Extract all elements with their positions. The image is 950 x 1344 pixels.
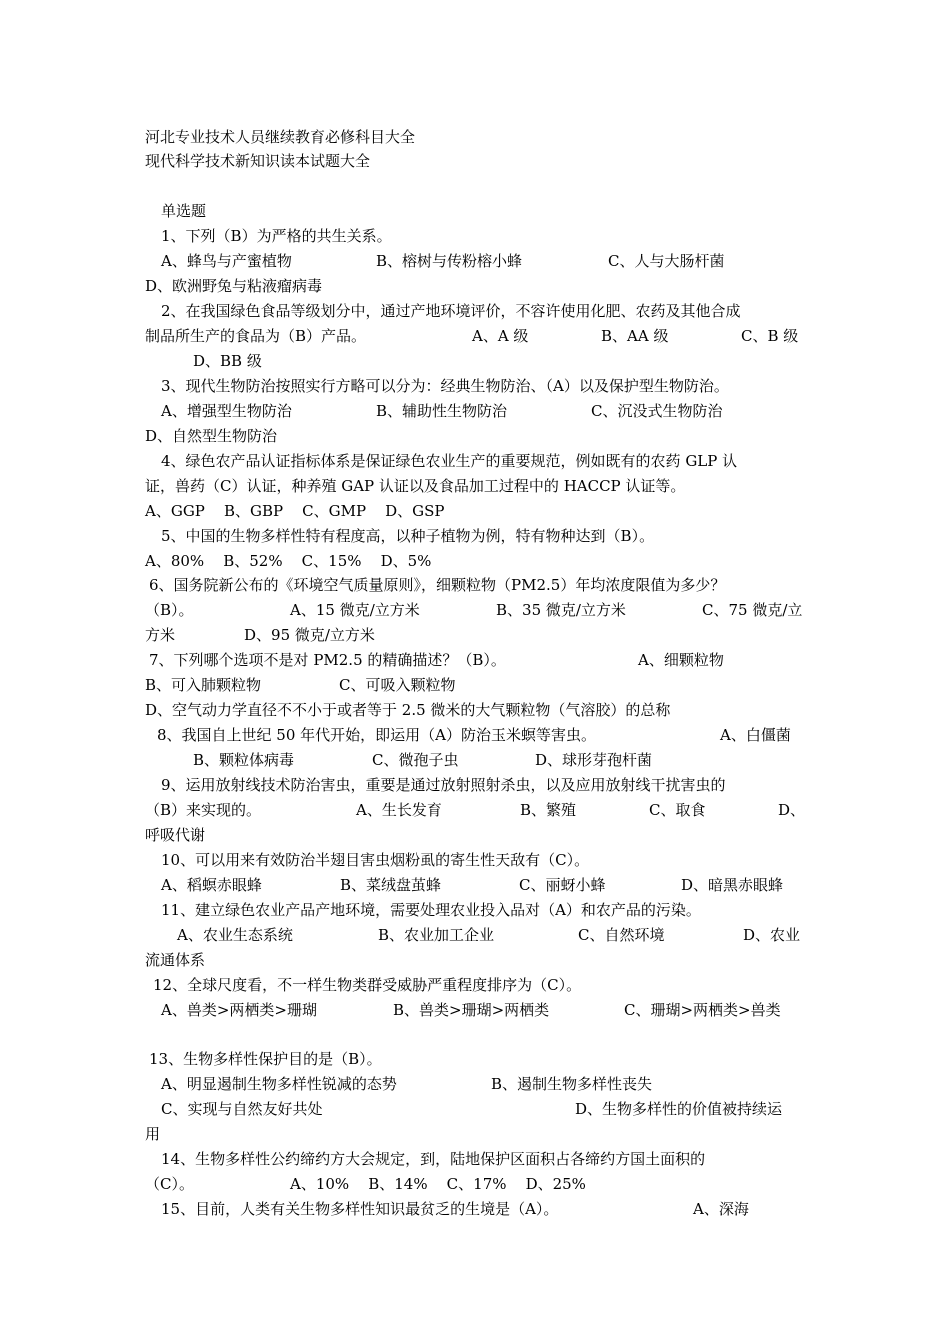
q8-option-d: D、球形芽孢杆菌 — [535, 751, 653, 769]
q1-option-c: C、人与大肠杆菌 — [608, 252, 725, 270]
question-7: 7、下列哪个选项不是对 PM2.5 的精确描述？（B）。 — [149, 651, 506, 669]
question-4: 4、绿色农产品认证指标体系是保证绿色农业生产的重要规范，例如既有的农药 GLP 认 — [161, 452, 738, 470]
q3-option-a: A、增强型生物防治 — [161, 402, 292, 420]
q11-option-d: D、农业 — [743, 926, 801, 944]
q1-option-b: B、榕树与传粉榕小蜂 — [376, 252, 523, 270]
q6-option-b: B、35 微克/立方米 — [496, 601, 626, 619]
q2-option-a: A、A 级 — [472, 327, 529, 345]
q14-options: A、10% B、14% C、17% D、25% — [290, 1175, 586, 1193]
question-4-cont: 证，兽药（C）认证，种养殖 GAP 认证以及食品加工过程中的 HACCP 认证等。 — [145, 477, 686, 495]
q13-option-b: B、遏制生物多样性丧失 — [491, 1075, 653, 1093]
question-5: 5、中国的生物多样性特有程度高，以种子植物为例，特有物种达到（B）。 — [161, 527, 655, 545]
q10-option-d: D、暗黑赤眼蜂 — [681, 876, 784, 894]
question-3: 3、现代生物防治按照实行方略可以分为：经典生物防治、（A）以及保护型生物防治。 — [161, 377, 729, 395]
q6-option-d: D、95 微克/立方米 — [244, 626, 375, 644]
q13-option-c: C、实现与自然友好共处 — [161, 1100, 323, 1118]
question-6-cont: （B）。 — [145, 601, 194, 619]
q12-option-b: B、兽类>珊瑚>两栖类 — [393, 1001, 550, 1019]
q9-option-d-cont: 呼吸代谢 — [145, 826, 206, 844]
question-12: 12、全球尺度看，不一样生物类群受威胁严重程度排序为（C）。 — [153, 976, 582, 994]
q4-options: A、GGP B、GBP C、GMP D、GSP — [145, 502, 445, 520]
q10-option-b: B、菜绒盘茧蜂 — [340, 876, 442, 894]
q7-option-c: C、可吸入颗粒物 — [339, 676, 456, 694]
q8-option-b: B、颗粒体病毒 — [193, 751, 295, 769]
q7-option-d: D、空气动力学直径不不小于或者等于 2.5 微米的大气颗粒物（气溶胶）的总称 — [145, 701, 671, 719]
section-heading: 单选题 — [161, 202, 207, 220]
question-6: 6、国务院新公布的《环境空气质量原则》，细颗粒物（PM2.5）年均浓度限值为多少？ — [149, 576, 726, 594]
q2-option-b: B、AA 级 — [601, 327, 669, 345]
q10-option-c: C、丽蚜小蜂 — [519, 876, 606, 894]
q10-option-a: A、稻螟赤眼蜂 — [161, 876, 262, 894]
q9-option-b: B、繁殖 — [520, 801, 577, 819]
q6-option-a: A、15 微克/立方米 — [290, 601, 420, 619]
q11-option-a: A、农业生态系统 — [177, 926, 293, 944]
question-13: 13、生物多样性保护目的是（B）。 — [149, 1050, 382, 1068]
q7-option-b: B、可入肺颗粒物 — [145, 676, 262, 694]
q1-option-a: A、蜂鸟与产蜜植物 — [161, 252, 292, 270]
q2-option-c: C、B 级 — [741, 327, 799, 345]
q12-option-a: A、兽类>两栖类>珊瑚 — [161, 1001, 317, 1019]
question-14: 14、生物多样性公约缔约方大会规定，到，陆地保护区面积占各缔约方国土面积的 — [161, 1150, 706, 1168]
q1-option-d: D、欧洲野兔与粘液瘤病毒 — [145, 277, 323, 295]
q3-option-d: D、自然型生物防治 — [145, 427, 278, 445]
doc-title-line2: 现代科学技术新知识读本试题大全 — [145, 152, 371, 170]
q9-option-d: D、 — [778, 801, 806, 819]
question-8: 8、我国自上世纪 50 年代开始，即运用（A）防治玉米螟等害虫。 — [157, 726, 597, 744]
question-14-cont: （C）。 — [145, 1175, 194, 1193]
q13-option-d-cont: 用 — [145, 1125, 161, 1143]
question-2-cont: 制品所生产的食品为（B）产品。 — [145, 327, 367, 345]
question-11: 11、建立绿色农业产品产地环境，需要处理农业投入品对（A）和农产品的污染。 — [161, 901, 701, 919]
question-9-cont: （B）来实现的。 — [145, 801, 262, 819]
q3-option-b: B、辅助性生物防治 — [376, 402, 508, 420]
q5-options: A、80% B、52% C、15% D、5% — [145, 552, 432, 570]
question-2: 2、在我国绿色食品等级划分中，通过产地环境评价，不容许使用化肥、农药及其他合成 — [161, 302, 741, 320]
q3-option-c: C、沉没式生物防治 — [591, 402, 723, 420]
doc-title-line1: 河北专业技术人员继续教育必修科目大全 — [145, 128, 416, 146]
q8-option-a: A、白僵菌 — [720, 726, 791, 744]
q9-option-c: C、取食 — [649, 801, 706, 819]
q11-option-d-cont: 流通体系 — [145, 951, 206, 969]
q13-option-a: A、明显遏制生物多样性锐减的态势 — [161, 1075, 397, 1093]
q13-option-d: D、生物多样性的价值被持续运 — [575, 1100, 783, 1118]
q11-option-b: B、农业加工企业 — [378, 926, 495, 944]
q2-option-d: D、BB 级 — [193, 352, 262, 370]
q11-option-c: C、自然环境 — [578, 926, 665, 944]
q6-option-c: C、75 微克/立 — [702, 601, 803, 619]
q7-option-a: A、细颗粒物 — [638, 651, 724, 669]
q15-option-a: A、深海 — [693, 1200, 749, 1218]
question-10: 10、可以用来有效防治半翅目害虫烟粉虱的寄生性天敌有（C）。 — [161, 851, 590, 869]
question-15: 15、目前，人类有关生物多样性知识最贫乏的生境是（A）。 — [161, 1200, 559, 1218]
q8-option-c: C、微孢子虫 — [372, 751, 459, 769]
q12-option-c: C、珊瑚>两栖类>兽类 — [624, 1001, 781, 1019]
q6-option-c-cont: 方米 — [145, 626, 176, 644]
question-9: 9、运用放射线技术防治害虫，重要是通过放射照射杀虫，以及应用放射线干扰害虫的 — [161, 776, 726, 794]
q9-option-a: A、生长发育 — [356, 801, 442, 819]
question-1: 1、下列（B）为严格的共生关系。 — [161, 227, 392, 245]
